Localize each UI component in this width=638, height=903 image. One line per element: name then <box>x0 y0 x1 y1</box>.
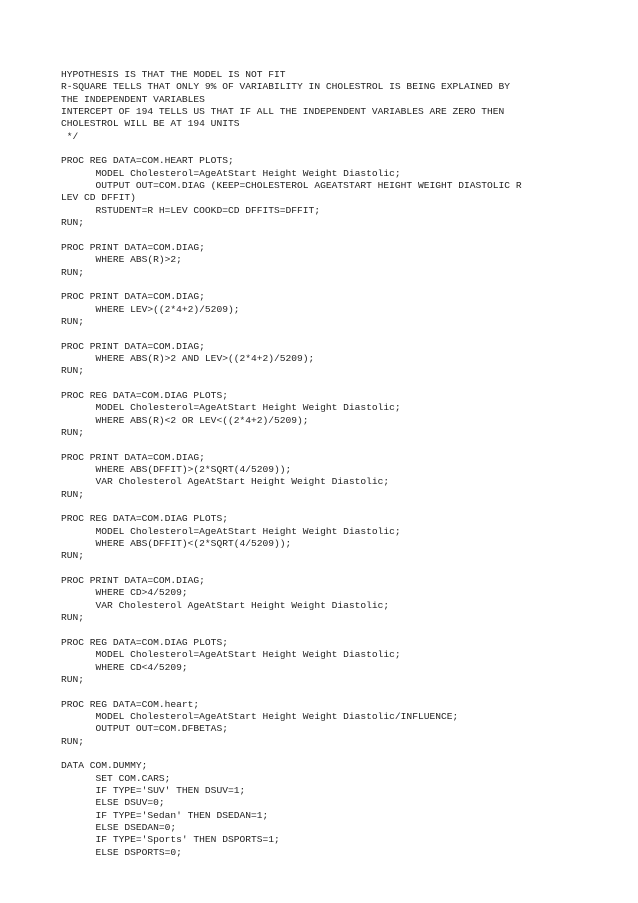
code-line <box>61 563 581 575</box>
code-line <box>61 378 581 390</box>
code-line: RUN; <box>61 612 85 624</box>
code-line: R-SQUARE TELLS THAT ONLY 9% OF VARIABILITY IN CHOLESTROL IS BEING EXPLAINED BY <box>61 81 511 93</box>
code-line: PROC PRINT DATA=COM.DIAG; <box>61 241 205 253</box>
code-line: VAR Cholesterol AgeAtStart Height Weight Diastolic; <box>61 599 390 611</box>
code-line: WHERE CD<4/5209; <box>61 661 188 673</box>
code-line: IF TYPE='Sedan' THEN DSEDAN=1; <box>61 809 269 821</box>
code-line: RUN; <box>61 488 85 500</box>
code-line: PROC REG DATA=COM.DIAG PLOTS; <box>61 636 228 648</box>
code-line: PROC PRINT DATA=COM.DIAG; <box>61 291 205 303</box>
sas-code-block <box>61 69 581 859</box>
code-line: WHERE LEV>((2*4+2)/5209); <box>61 303 240 315</box>
code-line: PROC REG DATA=COM.HEART PLOTS; <box>61 155 234 167</box>
code-line: RUN; <box>61 217 85 229</box>
code-line: ELSE DSEDAN=0; <box>61 821 177 833</box>
code-line: OUTPUT OUT=COM.DIAG (KEEP=CHOLESTEROL AGEATSTART HEIGHT WEIGHT DIASTOLIC R <box>61 180 522 192</box>
code-line: RSTUDENT=R H=LEV COOKD=CD DFFITS=DFFIT; <box>61 204 321 216</box>
code-line <box>61 143 581 155</box>
code-line: PROC REG DATA=COM.heart; <box>61 698 200 710</box>
code-line: LEV CD DFFIT) <box>61 192 136 204</box>
code-line: IF TYPE='SUV' THEN DSUV=1; <box>61 784 246 796</box>
code-line: MODEL Cholesterol=AgeAtStart Height Weight Diastolic; <box>61 525 401 537</box>
code-line: THE INDEPENDENT VARIABLES <box>61 93 205 105</box>
code-line: MODEL Cholesterol=AgeAtStart Height Weight Diastolic; <box>61 167 401 179</box>
code-line: RUN; <box>61 735 85 747</box>
code-line: WHERE ABS(DFFIT)>(2*SQRT(4/5209)); <box>61 464 292 475</box>
code-line: MODEL Cholesterol=AgeAtStart Height Weight Diastolic; <box>61 649 401 661</box>
code-line: MODEL Cholesterol=AgeAtStart Height Weight Diastolic; <box>61 402 401 414</box>
code-line: SET COM.CARS; <box>61 772 171 784</box>
code-line: DATA COM.DUMMY; <box>61 760 148 772</box>
code-line <box>61 686 581 698</box>
code-line: WHERE ABS(R)<2 OR LEV<((2*4+2)/5209); <box>61 414 309 426</box>
code-line: PROC REG DATA=COM.DIAG PLOTS; <box>61 389 228 401</box>
code-line: RUN; <box>61 315 85 327</box>
code-line: */ <box>61 130 79 142</box>
code-line: ELSE DSPORTS=0; <box>61 846 182 858</box>
code-line: PROC PRINT DATA=COM.DIAG; <box>61 451 205 463</box>
code-line: CHOLESTROL WILL BE AT 194 UNITS <box>61 118 240 130</box>
code-line: RUN; <box>61 550 85 562</box>
code-line: WHERE CD>4/5209; <box>61 587 188 599</box>
code-line: RUN; <box>61 426 85 438</box>
code-line <box>61 279 581 291</box>
code-line: WHERE ABS(R)>2; <box>61 254 182 266</box>
code-line: RUN; <box>61 266 85 278</box>
code-line: PROC REG DATA=COM.DIAG PLOTS; <box>61 513 228 525</box>
code-line: ELSE DSUV=0; <box>61 797 165 809</box>
code-line: PROC PRINT DATA=COM.DIAG; <box>61 575 205 587</box>
code-line: OUTPUT OUT=COM.DFBETAS; <box>61 723 228 735</box>
code-line: RUN; <box>61 673 85 685</box>
code-line <box>61 229 581 241</box>
code-line: VAR Cholesterol AgeAtStart Height Weight Diastolic; <box>61 476 390 488</box>
code-line: IF TYPE='Sports' THEN DSPORTS=1; <box>61 834 280 846</box>
code-line <box>61 748 581 760</box>
code-line: INTERCEPT OF 194 TELLS US THAT IF ALL THE INDEPENDENT VARIABLES ARE ZERO THEN <box>61 106 505 118</box>
code-line <box>61 501 581 513</box>
code-line <box>61 624 581 636</box>
code-line: PROC PRINT DATA=COM.DIAG; <box>61 340 205 352</box>
code-line <box>61 328 581 340</box>
code-line: RUN; <box>61 365 85 377</box>
code-line: MODEL Cholesterol=AgeAtStart Height Weight Diastolic/INFLUENCE; <box>61 710 459 722</box>
code-line: WHERE ABS(DFFIT)<(2*SQRT(4/5209)); <box>61 538 292 550</box>
code-line: HYPOTHESIS IS THAT THE MODEL IS NOT FIT <box>61 69 286 80</box>
code-line <box>61 439 581 451</box>
code-line: WHERE ABS(R)>2 AND LEV>((2*4+2)/5209); <box>61 352 315 364</box>
